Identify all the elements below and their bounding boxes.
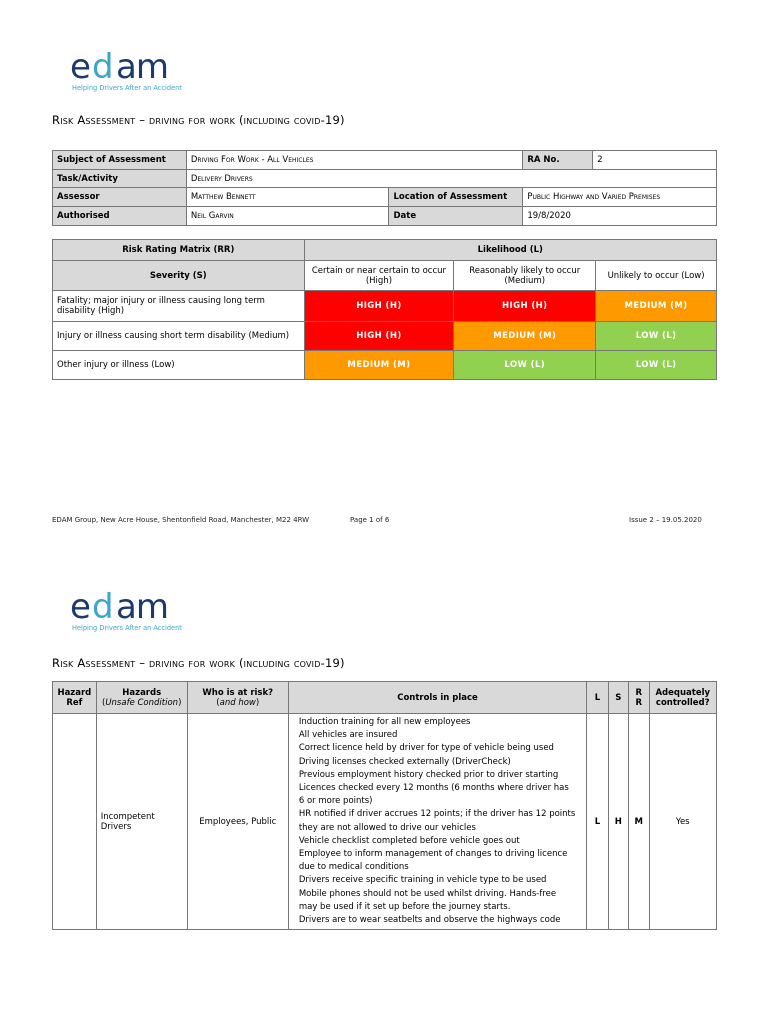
- task-value: Delivery Drivers: [186, 170, 716, 188]
- task-label: Task/Activity: [53, 170, 187, 188]
- controls-header: Controls in place: [288, 682, 586, 714]
- ra-label: RA No.: [523, 151, 593, 170]
- svg-text:am: am: [116, 588, 168, 627]
- controls-cell: [288, 714, 586, 930]
- location-value: Public Highway and Varied Premises: [523, 188, 717, 207]
- footer-address: EDAM Group, New Acre House, Shentonfield Road, Manchester, M22 4RW: [52, 516, 310, 524]
- control-item: Previous employment history checked prior to driver starting: [298, 769, 559, 780]
- severity-medium: Injury or illness causing short term disability (Medium): [53, 322, 305, 351]
- severity-low: Other injury or illness (Low): [53, 351, 305, 380]
- rating-cell: HIGH (H): [454, 291, 596, 322]
- rating-cell: LOW (L): [596, 322, 717, 351]
- control-item: HR notified if driver accrues 12 points; if the driver has 12 points they are not allowed to drive our vehicles: [298, 809, 576, 833]
- rating-cell: MEDIUM (M): [454, 322, 596, 351]
- hazard-ref-header: Hazard Ref: [53, 682, 97, 714]
- who-cell: Employees, Public: [187, 714, 288, 930]
- control-item: Employee to inform management of changes to driving licence due to medical conditions: [298, 849, 568, 873]
- ra-value: 2: [593, 151, 717, 170]
- footer-page: Page 1 of 6: [350, 516, 390, 524]
- l-cell: L: [587, 714, 608, 930]
- severity-title: Severity (S): [53, 261, 305, 291]
- control-item: Driving licenses checked externally (DriverCheck): [298, 756, 511, 767]
- matrix-title: Risk Rating Matrix (RR): [53, 240, 305, 261]
- who-header-label: Who is at risk?: [202, 687, 274, 698]
- likelihood-title: Likelihood (L): [304, 240, 716, 261]
- likelihood-medium: Reasonably likely to occur (Medium): [454, 261, 596, 291]
- svg-text:d: d: [92, 48, 113, 87]
- subject-label: Subject of Assessment: [53, 151, 187, 170]
- date-label: Date: [389, 207, 523, 226]
- svg-text:Helping Drivers After an Accid: Helping Drivers After an Accident: [72, 84, 182, 92]
- hazards-header-label: Hazards: [122, 687, 162, 698]
- rating-cell: MEDIUM (M): [304, 351, 454, 380]
- page-title: Risk Assessment – driving for work (including covid-19): [52, 113, 345, 127]
- location-label: Location of Assessment: [389, 188, 523, 207]
- hazard-ref-cell: [53, 714, 97, 930]
- table-row: [53, 714, 717, 930]
- edam-logo: [68, 48, 208, 98]
- rating-cell: LOW (L): [596, 351, 717, 380]
- rating-cell: HIGH (H): [304, 322, 454, 351]
- control-item: Induction training for all new employees: [298, 717, 471, 727]
- control-item: Correct licence held by driver for type of vehicle being used: [298, 743, 554, 754]
- who-header-sub: and how: [219, 697, 256, 708]
- rr-header: R R: [629, 682, 649, 714]
- adequate-cell: Yes: [649, 714, 717, 930]
- svg-text:Helping Drivers After an Accid: Helping Drivers After an Accident: [72, 624, 182, 632]
- s-header: S: [608, 682, 628, 714]
- control-item: Drivers are to wear seatbelts and observe the highways code: [298, 915, 561, 926]
- authorised-label: Authorised: [53, 207, 187, 226]
- likelihood-high: Certain or near certain to occur (High): [304, 261, 454, 291]
- page-title: Risk Assessment – driving for work (including covid-19): [52, 656, 345, 670]
- who-header: Who is at risk? (and how): [187, 682, 288, 714]
- likelihood-low: Unlikely to occur (Low): [596, 261, 717, 291]
- severity-high: Fatality; major injury or illness causing long term disability (High): [53, 291, 305, 322]
- edam-logo: [68, 588, 208, 638]
- control-item: Licences checked every 12 months (6 months where driver has 6 or more points): [298, 783, 569, 807]
- hazards-header-sub: Unsafe Condition: [105, 697, 179, 708]
- assessor-value: Matthew Bennett: [186, 188, 389, 207]
- date-value: 19/8/2020: [523, 207, 717, 226]
- rating-cell: HIGH (H): [304, 291, 454, 322]
- control-item: Vehicle checklist completed before vehicle goes out: [298, 835, 520, 846]
- rating-cell: LOW (L): [454, 351, 596, 380]
- assessor-label: Assessor: [53, 188, 187, 207]
- rating-cell: MEDIUM (M): [596, 291, 717, 322]
- svg-text:e: e: [70, 588, 90, 627]
- hazards-header: Hazards (Unsafe Condition): [96, 682, 187, 714]
- authorised-value: Neil Garvin: [186, 207, 389, 226]
- svg-text:e: e: [70, 48, 90, 87]
- s-cell: H: [608, 714, 628, 930]
- hazard-table: [52, 681, 717, 930]
- control-item: Mobile phones should not be used whilst driving. Hands-free may be used if it set up before the journey starts.: [298, 888, 557, 912]
- footer-issue: Issue 2 – 19.05.2020: [629, 516, 702, 524]
- svg-text:am: am: [116, 48, 168, 87]
- svg-text:d: d: [92, 588, 113, 627]
- risk-rating-matrix: [52, 239, 717, 380]
- control-item: All vehicles are insured: [298, 730, 398, 741]
- assessment-info-table: [52, 150, 717, 226]
- l-header: L: [587, 682, 608, 714]
- rr-cell: M: [629, 714, 649, 930]
- subject-value: Driving For Work - All Vehicles: [186, 151, 522, 170]
- hazard-cell: Incompetent Drivers: [96, 714, 187, 930]
- adequate-header: Adequately controlled?: [649, 682, 717, 714]
- control-item: Drivers receive specific training in vehicle type to be used: [298, 875, 547, 886]
